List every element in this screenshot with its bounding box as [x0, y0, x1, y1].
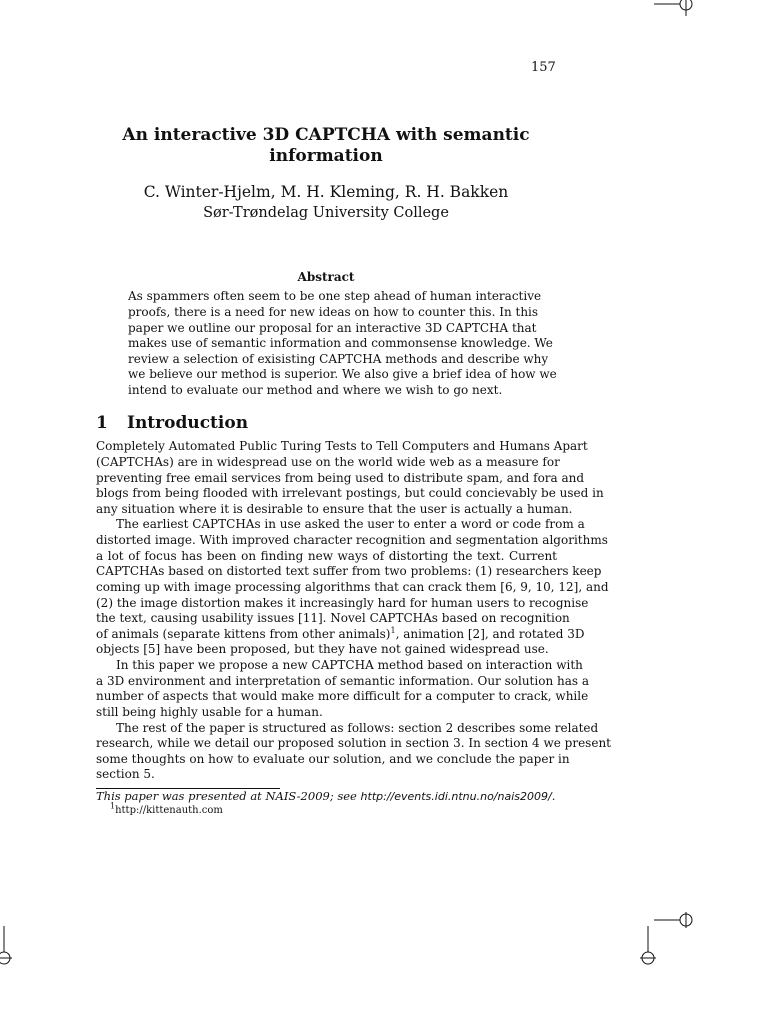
- footnote-presented-text: This paper was presented at NAIS-2009; see: [96, 789, 361, 803]
- body-line: a lot of focus has been on finding new ways of distorting the text. Current: [96, 549, 557, 563]
- body-line: still being highly usable for a human.: [96, 705, 323, 719]
- affiliation: Sør-Trøndelag University College: [203, 205, 449, 221]
- abstract-line: proofs, there is a need for new ideas on how to counter this. In this: [128, 305, 539, 319]
- abstract-line: makes use of semantic information and commonsense knowledge. We: [128, 336, 553, 350]
- footnote-presented-url[interactable]: http://events.idi.ntnu.no/nais2009/: [360, 790, 552, 803]
- body-line-text: , animation [2], and rotated 3D: [395, 627, 585, 641]
- abstract-line: As spammers often seem to be one step ahead of human interactive: [128, 289, 542, 303]
- paper-title-line-1: An interactive 3D CAPTCHA with semantic: [122, 125, 530, 145]
- body-line: CAPTCHAs based on distorted text suffer from two problems: (1) researchers keep: [96, 564, 602, 578]
- body-line: blogs from being flooded with irrelevant postings, but could concievably be used in: [96, 486, 604, 500]
- body-line: Completely Automated Public Turing Tests to Tell Computers and Humans Apart: [96, 439, 588, 453]
- body-line: (CAPTCHAs) are in widespread use on the world wide web as a measure for: [96, 455, 560, 469]
- paper-title: [96, 125, 556, 167]
- body-line: section 5.: [96, 767, 155, 781]
- body-line: distorted image. With improved character recognition and segmentation algorithms: [96, 533, 608, 547]
- abstract-line: we believe our method is superior. We also give a brief idea of how we: [128, 367, 557, 381]
- section-number: 1: [96, 413, 108, 433]
- authors: C. Winter-Hjelm, M. H. Kleming, R. H. Bakken: [143, 183, 509, 201]
- abstract-line: paper we outline our proposal for an interactive 3D CAPTCHA that: [128, 321, 537, 335]
- footnote-url[interactable]: http://kittenauth.com: [115, 805, 223, 816]
- body-line: some thoughts on how to evaluate our solution, and we conclude the paper in: [96, 752, 570, 766]
- body-line: The earliest CAPTCHAs in use asked the user to enter a word or code from a: [116, 517, 585, 531]
- footnote-kittenauth: [110, 801, 223, 816]
- body-line: In this paper we propose a new CAPTCHA method based on interaction with: [116, 658, 583, 672]
- paper-title-line-2: information: [269, 146, 383, 166]
- footnote-marker: 1: [390, 626, 396, 635]
- section-title: Introduction: [127, 413, 249, 433]
- body-line-text: of animals (separate kittens from other animals): [96, 627, 391, 641]
- body-line: preventing free email services from being used to distribute spam, and fora and: [96, 471, 585, 485]
- page-number: 157: [531, 60, 556, 75]
- body-line: objects [5] have been proposed, but they have not gained widespread use.: [96, 642, 549, 656]
- body-line: number of aspects that would make more difficult for a computer to crack, while: [96, 689, 589, 703]
- body-line: coming up with image processing algorithms that can crack them [6, 9, 10, 12], and: [96, 580, 609, 594]
- section-heading: [96, 413, 248, 433]
- footnote-presented-end: .: [551, 789, 556, 803]
- abstract-line: intend to evaluate our method and where we wish to go next.: [128, 383, 503, 397]
- body-line: a 3D environment and interpretation of semantic information. Our solution has a: [96, 674, 589, 688]
- abstract-heading: Abstract: [297, 270, 355, 284]
- abstract-line: review a selection of exisisting CAPTCHA methods and describe why: [128, 352, 549, 366]
- body-line: any situation where it is desirable to ensure that the user is actually a human.: [96, 502, 573, 516]
- body-line: research, while we detail our proposed solution in section 3. In section 4 we present: [96, 736, 611, 750]
- footnote-number: 1: [110, 801, 116, 811]
- footnote-presented: [96, 789, 555, 803]
- body-line: (2) the image distortion makes it increasingly hard for human users to recognise: [96, 596, 589, 610]
- body-line: The rest of the paper is structured as follows: section 2 describes some related: [116, 721, 599, 735]
- body-line: the text, causing usability issues [11]. Novel CAPTCHAs based on recognition: [96, 611, 570, 625]
- body-line: [96, 626, 585, 642]
